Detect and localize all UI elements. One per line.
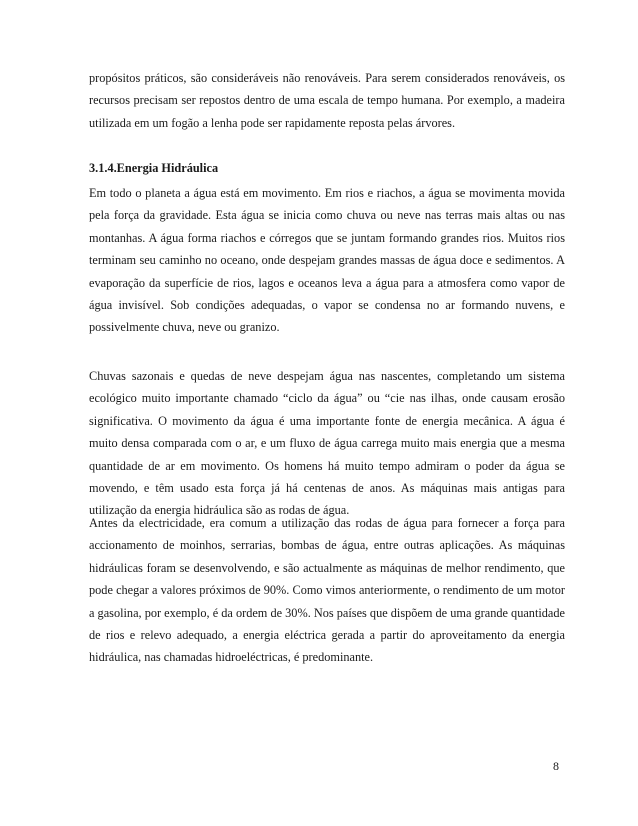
section-heading: 3.1.4.Energia Hidráulica (89, 161, 219, 175)
page-number: 8 (553, 759, 559, 773)
hydraulic-machines-paragraph: Antes da electricidade, era comum a utilização das rodas de água para fornecer a força para accionamento de moinhos, serrarias, bombas de água, entre outras aplicações. As máquinas hidráulicas foram se desenvolvendo, e são actualmente as máquinas de melhor rendimento, que pode chegar a valores próximos de 90%. Como vimos anteriormente, o rendimento de um motor a gasolina, por exemplo, é da ordem de 30%. Nos países que dispõem de uma grande quantidade de rios e relevo adequado, a energia eléctrica gerada a partir do aproveitamento da energia hidráulica, nas chamadas hidroeléctricas, é predominante. (89, 516, 565, 665)
intro-paragraph: propósitos práticos, são consideráveis não renováveis. Para serem considerados renováveis, os recursos precisam ser repostos dentro de uma escala de tempo humana. Por exemplo, a madeira utilizada em um fogão a lenha pode ser rapidamente reposta pelas árvores. (89, 71, 565, 130)
water-movement-paragraph: Em todo o planeta a água está em movimento. Em rios e riachos, a água se movimenta movida pela força da gravidade. Esta água se inicia como chuva ou neve nas terras mais altas ou nas montanhas. A água forma riachos e córregos que se juntam formando grandes rios. Muitos rios terminam seu caminho no oceano, onde despejam grandes massas de água doce e sedimentos. A evaporação da superfície de rios, lagos e oceanos leva a água para a atmosfera como vapor de água invisível. Sob condições adequadas, o vapor se condensa no ar formando nuvens, e possivelmente chuva, neve ou granizo. (89, 186, 565, 335)
water-cycle-paragraph: Chuvas sazonais e quedas de neve despejam água nas nascentes, completando um sistema ecológico muito importante chamado “ciclo da água” ou “cie nas ilhas, onde causam erosão significativa. O movimento da água é uma importante fonte de energia mecânica. A água é muito densa comparada com o ar, e um fluxo de água carrega muito mais energia que a mesma quantidade de ar em movimento. Os homens há muito tempo admiram o poder da água se movendo, e têm usado esta força já há centenas de anos. As máquinas mais antigas para utilização da energia hidráulica são as rodas de água. (89, 369, 565, 518)
